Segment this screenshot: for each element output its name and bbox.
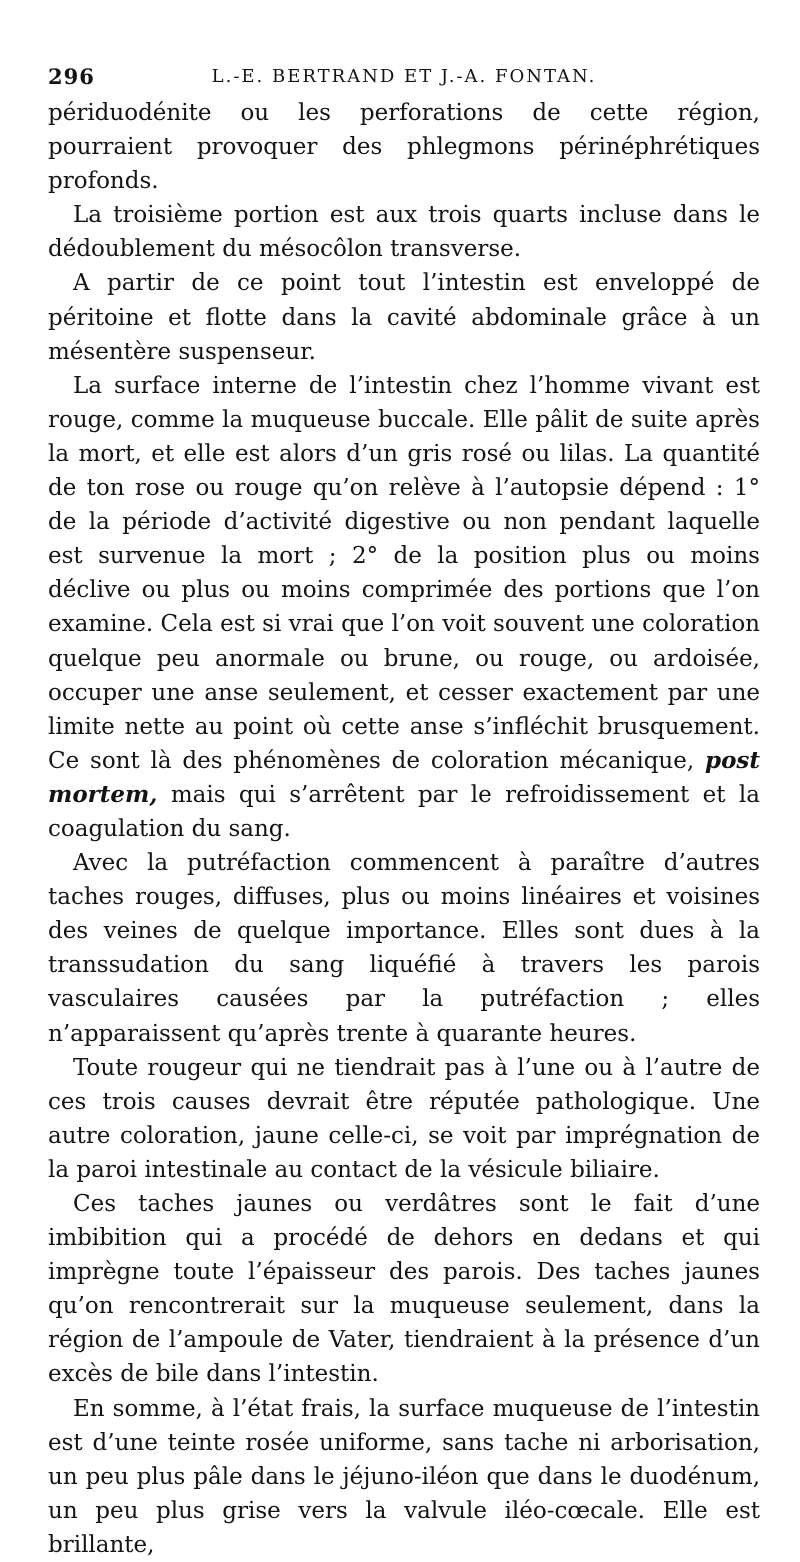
paragraph-1: périduodénite ou les perforations de cette région, pourraient provoquer des phlegmons périnéphrétiques profonds.: [48, 100, 760, 195]
paragraph-2: La troisième portion est aux trois quarts incluse dans le dédoublement du mésocôlon transverse.: [48, 202, 760, 263]
paragraph-4-text-end: mais qui s’arrêtent par le refroidissement et la coagulation du sang.: [48, 781, 760, 842]
italic-phrase: post mortem,: [48, 746, 760, 808]
paragraph-3: A partir de ce point tout l’intestin est enveloppé de péritoine et flotte dans la cavité abdominale grâce à un mésentère suspenseur.: [48, 270, 760, 365]
running-title: L.-E. BERTRAND ET J.-A. FONTAN.: [211, 66, 597, 87]
paragraph-8: En somme, à l’état frais, la surface muqueuse de l’intestin est d’une teinte rosée uniforme, sans tache ni arborisation, un peu plus pâle dans le jéjuno-iléon que dans le duodénum, un peu plus grise vers la valvule iléo-cœcale. Elle est brillante,: [48, 1395, 760, 1558]
paragraph-4-text-start: La surface interne de l’intestin chez l’homme vivant est rouge, comme la muqueuse buccale. Elle pâlit de suite après la mort, et elle est alors d’un gris rosé ou lilas. La quantité de ton rose ou rouge qu’on relève à l’autopsie dépend : 1° de la période d’activité digestive ou non pendant laquelle est survenue la mort ; 2° de la position plus ou moins déclive ou plus ou moins comprimée des portions que l’on examine. Cela est si vrai que l’on voit souvent une coloration quelque peu anormale ou brune, ou rouge, ou ardoisée, occuper une anse seulement, et cesser exactement par une limite nette au point où cette anse s’infléchit brusquement. Ce sont là des phénomènes de coloration mécanique,: [48, 372, 760, 774]
book-page: [48, 62, 760, 1562]
paragraph-7: Ces taches jaunes ou verdâtres sont le fait d’une imbibition qui a procédé de dehors en dedans et qui imprègne toute l’épaisseur des parois. Des taches jaunes qu’on rencontrerait sur la muqueuse seulement, dans la région de l’ampoule de Vater, tiendraient à la présence d’un excès de bile dans l’intestin.: [48, 1191, 760, 1388]
paragraph-4: [48, 369, 760, 846]
paragraph-5: Avec la putréfaction commencent à paraître d’autres taches rouges, diffuses, plus ou moins linéaires et voisines des veines de quelque importance. Elles sont dues à la transsudation du sang liquéfié à travers les parois vasculaires causées par la putréfaction ; elles n’apparaissent qu’après trente à quarante heures.: [48, 850, 760, 1047]
page-number: 296: [48, 64, 95, 89]
body-text: [48, 96, 760, 1562]
paragraph-6: Toute rougeur qui ne tiendrait pas à l’une ou à l’autre de ces trois causes devrait être réputée pathologique. Une autre coloration, jaune celle-ci, se voit par imprégnation de la paroi intestinale au contact de la vésicule biliaire.: [48, 1054, 760, 1183]
running-header: [48, 62, 760, 96]
